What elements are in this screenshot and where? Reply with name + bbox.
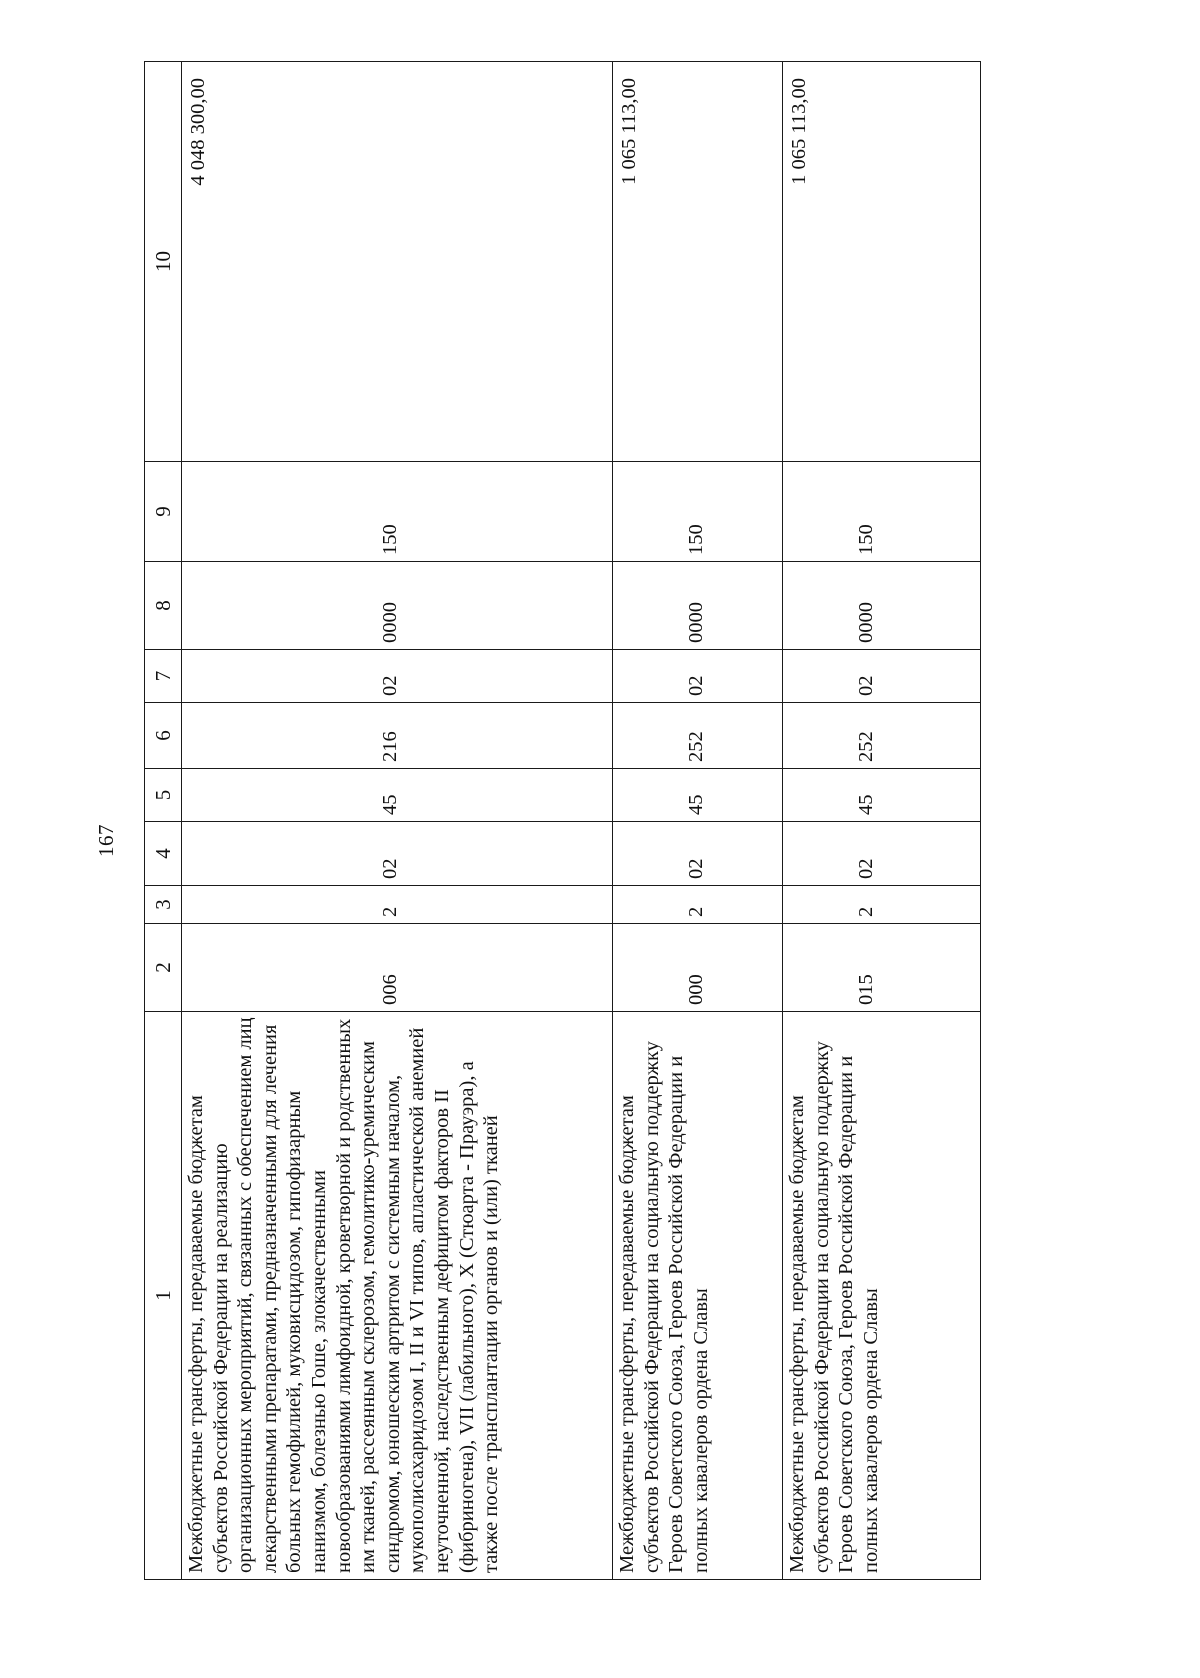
header-cell: 3: [145, 886, 182, 924]
cell-col8: 0000: [783, 562, 981, 650]
header-cell: 5: [145, 769, 182, 822]
budget-table: [144, 61, 981, 1580]
header-cell: 10: [145, 62, 182, 462]
cell-amount: 4 048 300,00: [182, 62, 613, 462]
row-description: Межбюджетные трансферты, передаваемые бюджетам субъектов Российской Федерации на социальную поддержку Героев Советского Союза, Героев Российской Федерации и полных кавалеров ордена Славы: [783, 1012, 981, 1580]
row-description: Межбюджетные трансферты, передаваемые бюджетам субъектов Российской Федерации на социальную поддержку Героев Советского Союза, Героев Российской Федерации и полных кавалеров ордена Славы: [613, 1012, 783, 1580]
cell-col3: 2: [783, 886, 981, 924]
header-cell: 2: [145, 924, 182, 1012]
cell-col4: 02: [613, 822, 783, 886]
cell-col8: 0000: [613, 562, 783, 650]
cell-amount: 1 065 113,00: [783, 62, 981, 462]
cell-col3: 2: [182, 886, 613, 924]
table-header-row: [145, 62, 182, 1580]
cell-col3: 2: [613, 886, 783, 924]
cell-col9: 150: [783, 462, 981, 562]
cell-col4: 02: [182, 822, 613, 886]
cell-col2: 015: [783, 924, 981, 1012]
header-cell: 6: [145, 703, 182, 769]
table-row: [182, 62, 613, 1580]
table-row: [613, 62, 783, 1580]
row-description: Межбюджетные трансферты, передаваемые бюджетам субъектов Российской Федерации на реализацию организационных мероприятий, связанных с обеспечением лиц лекарственными препаратами, предназначенными для лечения больных гемофилией, муковисцидозом, гипофизарным нанизмом, болезнью Гоше, злокачественными новообразованиями лимфоидной, кроветворной и родственных им тканей, рассеянным склерозом, гемолитико-уремическим синдромом, юношеским артритом с системным началом, мукополисахаридозом I, II и VI типов, апластической анемией неуточненной, наследственным дефицитом факторов II (фибриногена), VII (лабильного), X (Стюарта - Прауэра), а также после трансплантации органов и (или) тканей: [182, 1012, 613, 1580]
cell-amount: 1 065 113,00: [613, 62, 783, 462]
cell-col4: 02: [783, 822, 981, 886]
cell-col5: 45: [783, 769, 981, 822]
cell-col2: 000: [613, 924, 783, 1012]
table-row: [783, 62, 981, 1580]
header-cell: 7: [145, 650, 182, 703]
cell-col9: 150: [182, 462, 613, 562]
cell-col7: 02: [613, 650, 783, 703]
cell-col5: 45: [613, 769, 783, 822]
header-cell: 9: [145, 462, 182, 562]
cell-col7: 02: [783, 650, 981, 703]
cell-col6: 216: [182, 703, 613, 769]
cell-col6: 252: [613, 703, 783, 769]
table-rotated-wrapper: [144, 62, 979, 1580]
cell-col7: 02: [182, 650, 613, 703]
page-number: 167: [94, 824, 118, 857]
cell-col2: 006: [182, 924, 613, 1012]
header-cell: 1: [145, 1012, 182, 1580]
header-cell: 8: [145, 562, 182, 650]
cell-col8: 0000: [182, 562, 613, 650]
cell-col9: 150: [613, 462, 783, 562]
cell-col6: 252: [783, 703, 981, 769]
cell-col5: 45: [182, 769, 613, 822]
header-cell: 4: [145, 822, 182, 886]
